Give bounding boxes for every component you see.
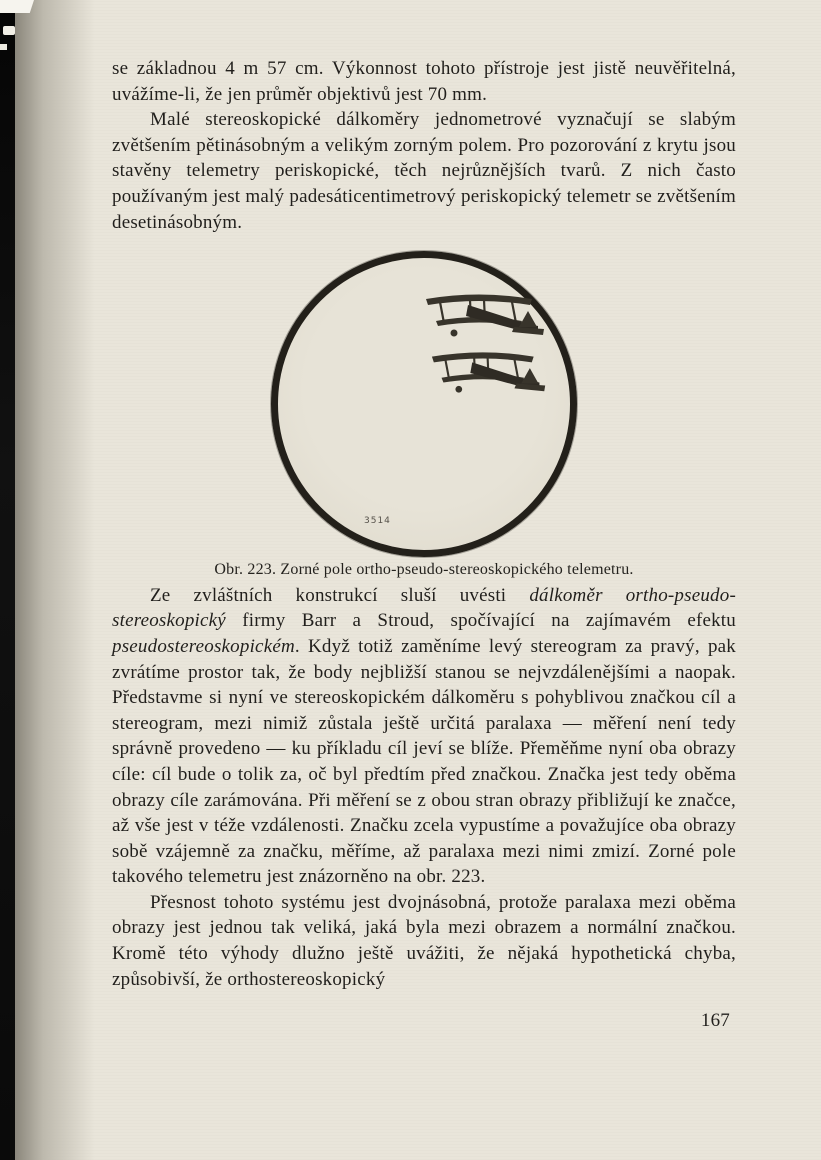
- scan-edge-artifact: [3, 26, 15, 35]
- figure-caption: Obr. 223. Zorné pole ortho-pseudo-stereoskopického telemetru.: [214, 561, 634, 579]
- paragraph-3-text: firmy Barr a Stroud, spočívající na zajímavém efektu: [225, 610, 736, 632]
- text-column: [112, 56, 736, 1034]
- biplane-icon: [426, 295, 544, 337]
- paragraph-4: Přesnost tohoto systému jest dvojnásobná, protože paralaxa mezi oběma obrazy jest jednou tak veliká, jaká byla mezi obrazem a normální značkou. Kromě této výhody dlužno ještě uvážiti, že nějaká hypothetická chyba, způsobivší, že orthostereoskopický: [112, 891, 736, 990]
- figure: [112, 251, 736, 583]
- paragraph-2: Malé stereoskopické dálkoměry jednometrové vyznačují se slabým zvětšením pětinásobným a velikým zorným polem. Pro pozorování z krytu jsou stavěny telemetry periskopické, těch nejrůznějších tvarů. Z nich často používaným jest malý padesáticentimetrový periskopický telemetr se zvětšením desetinásobným.: [112, 109, 736, 233]
- paragraph-3-text: . Když totiž zaměníme levý stereogram za pravý, pak zvrátíme prostor tak, že body nejbližší stanou se nejvzdálenějšími a naopak. Představme si nyní ve stereoskopickém dálkoměru s pohyblivou značkou cíl a stereogram, mezi nimiž zůstala ještě určitá paralaxa — měření není tedy správně provedeno — ku příkladu cíl jeví se blíže. Přeměňme nyní oba obrazy cíle: cíl bude o tolik za, oč byl předtím před značkou. Značka jest tedy oběma obrazy cíle zarámována. Při měření se z obou stran obrazy přibližují ke značce, až vše jest v téže vzdálenosti. Značku zcela vypustíme a považujíce oba obrazy sobě vzájemně za značku, měříme, až paralaxa mezi nimi zmizí. Zorné pole takového telemetru jest znázorněno na obr. 223.: [112, 635, 736, 888]
- paragraph-3-text: Ze zvláštních konstrukcí sluší uvésti: [150, 584, 530, 606]
- plate-number: 3514: [364, 515, 391, 526]
- italic-term-rangefinder: dálkoměr ortho-pseudo-stereoskopický: [112, 584, 736, 632]
- scan-edge-artifact: [0, 0, 34, 13]
- paragraph-3: [112, 583, 736, 890]
- paragraph-1: se základnou 4 m 57 cm. Výkonnost tohoto přístroje jest jistě neuvěřitelná, uvážíme-li, že jen průměr objektivů jest 70 mm.: [112, 58, 736, 105]
- scan-edge-artifact: [0, 44, 7, 50]
- binding-shadow-gradient: [15, 0, 95, 1160]
- biplane-icon: [432, 352, 545, 392]
- italic-term-pseudostereoscopic: pseudostereoskopickém: [112, 635, 295, 657]
- page-number: 167: [700, 1010, 730, 1032]
- book-binding-strip: [0, 0, 15, 1160]
- figure-image: [278, 258, 570, 550]
- figure-circle-field: [271, 251, 577, 557]
